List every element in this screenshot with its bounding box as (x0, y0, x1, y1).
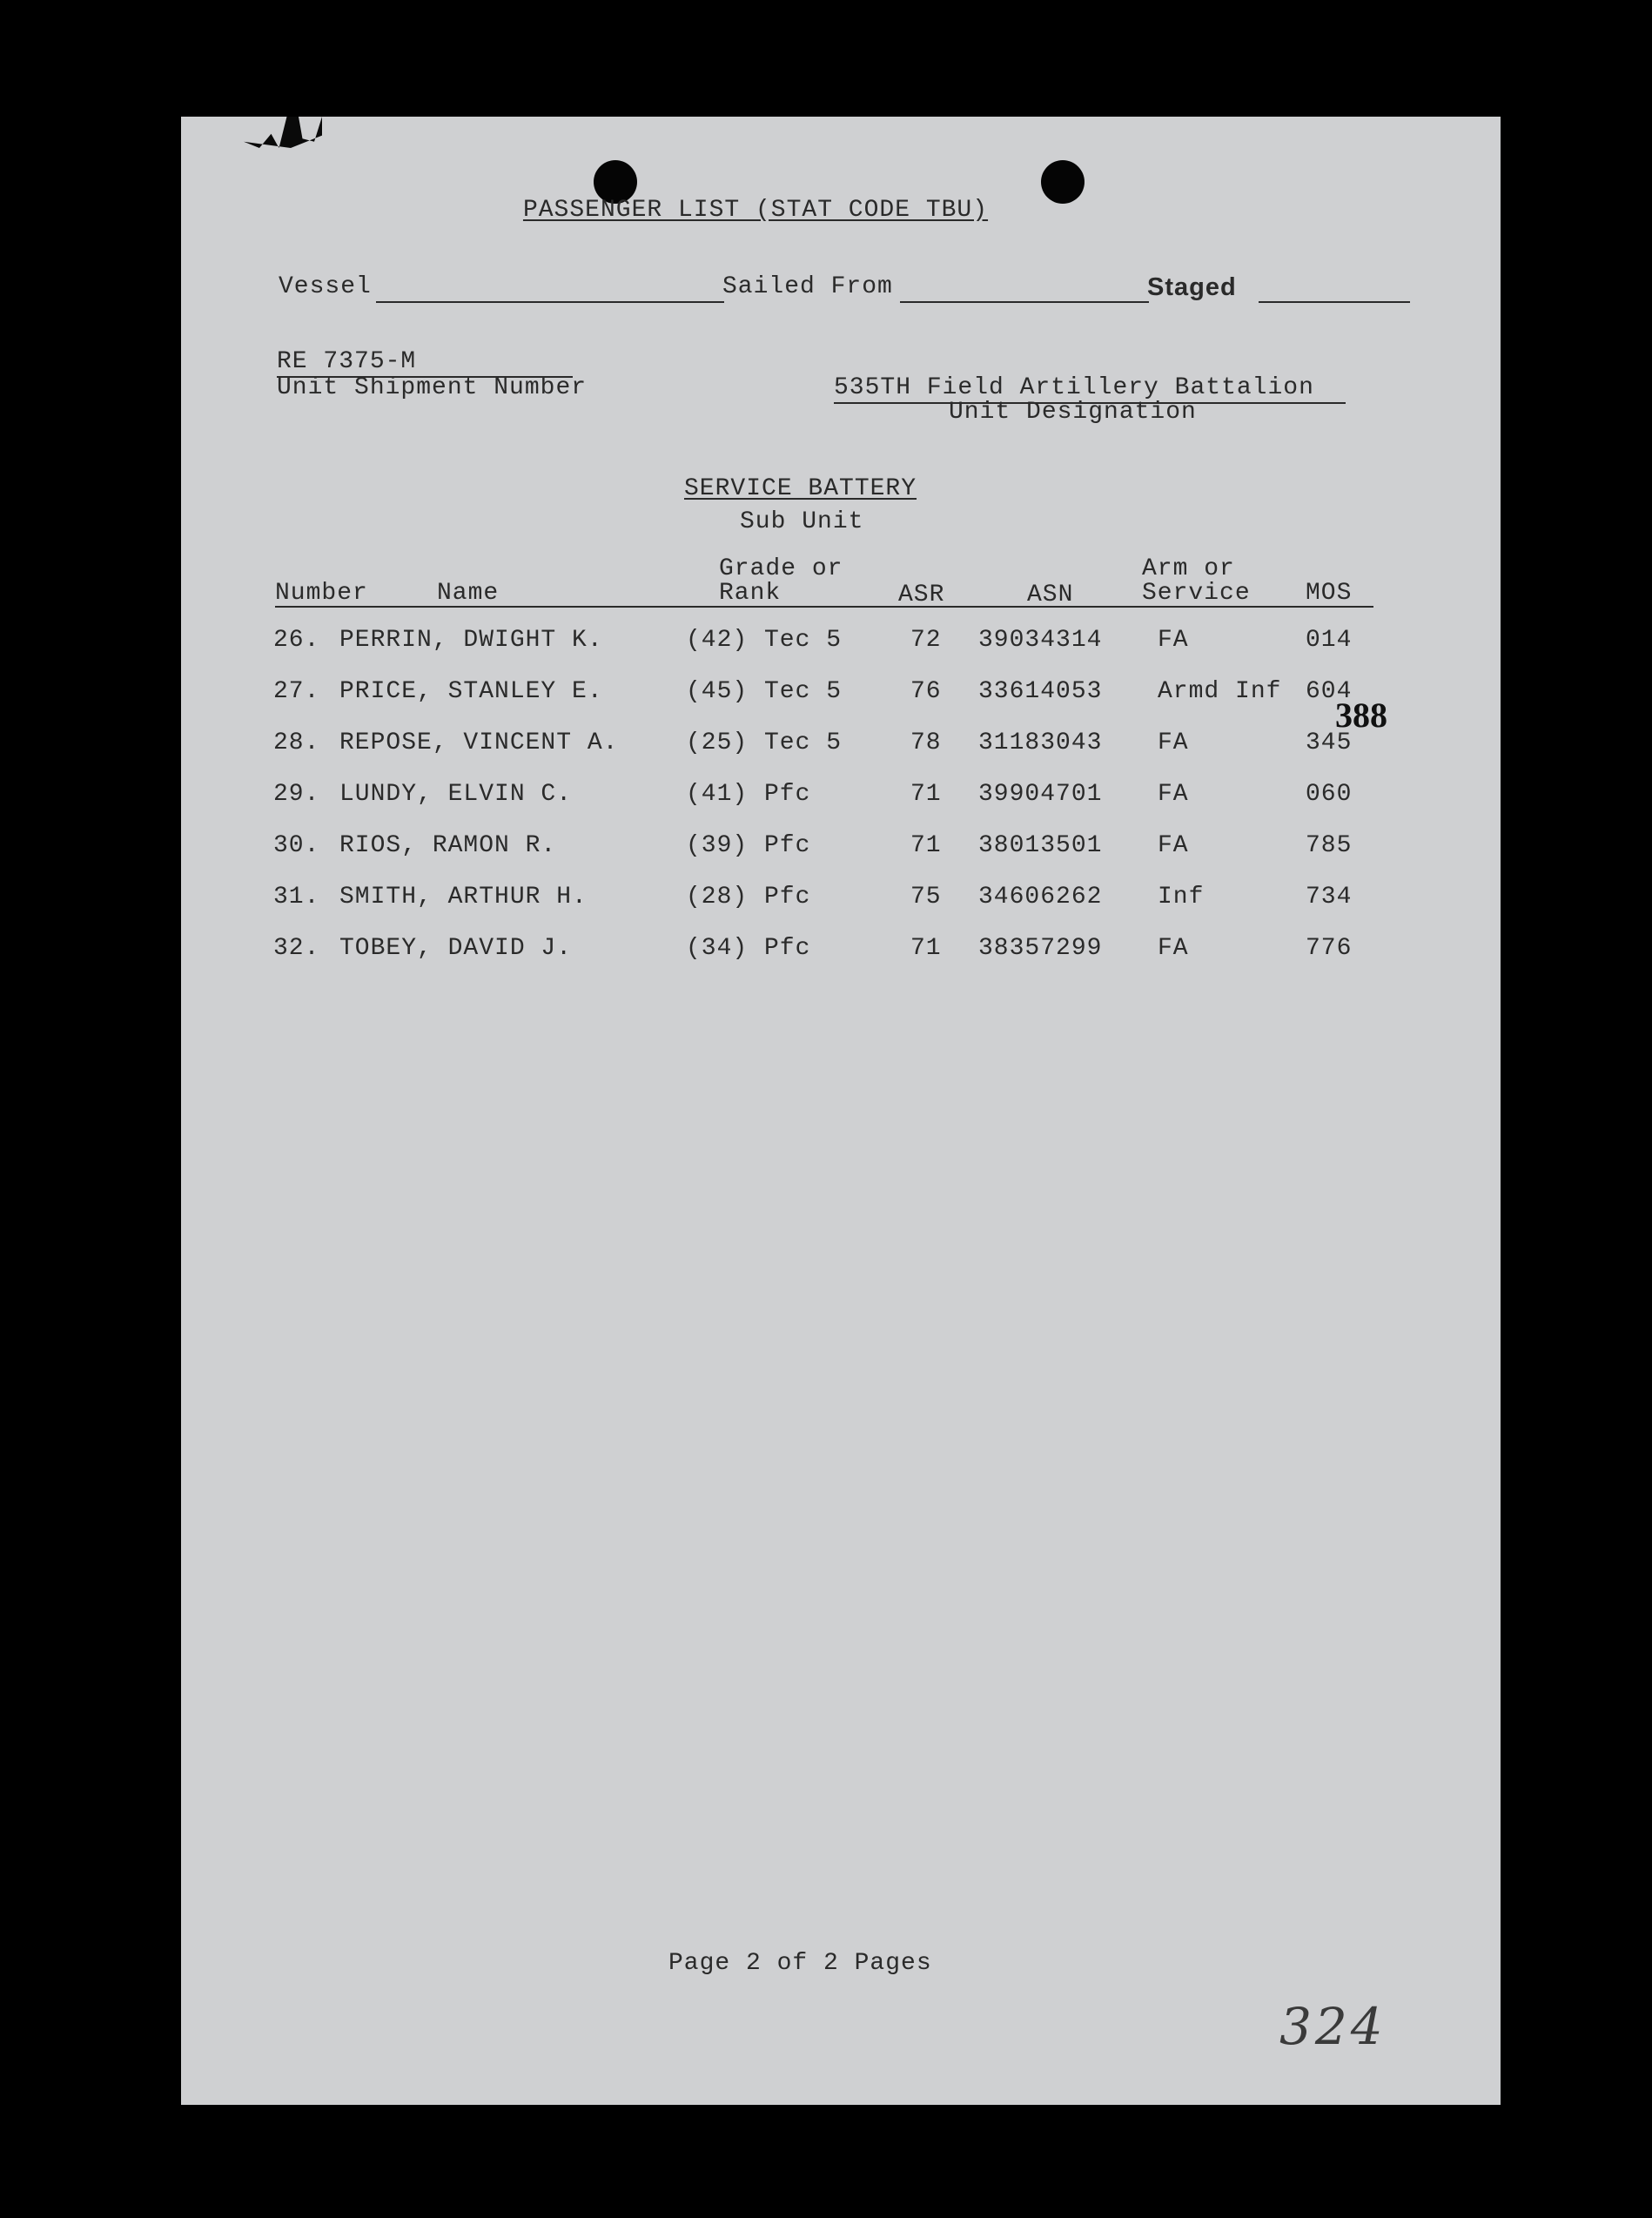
row-number: 28. (273, 729, 320, 756)
row-rank: Tec 5 (764, 729, 843, 756)
staged-field-line (1259, 301, 1410, 303)
shipment-number-label: Unit Shipment Number (277, 374, 588, 401)
row-asn: 38013501 (978, 832, 1103, 859)
row-asr: 71 (910, 935, 942, 962)
row-asn: 34606262 (978, 884, 1103, 911)
row-name: RIOS, RAMON R. (339, 832, 557, 859)
shipment-number: RE 7375-M (277, 348, 417, 375)
row-service: Inf (1158, 884, 1205, 911)
header-asn: ASN (1027, 581, 1074, 608)
row-asr: 78 (910, 729, 942, 756)
sub-unit-label: Sub Unit (740, 508, 864, 535)
table-row (181, 627, 1501, 662)
row-mos: 604 (1306, 678, 1353, 705)
table-row (181, 678, 1501, 713)
row-asn: 38357299 (978, 935, 1103, 962)
punch-hole-right (1041, 160, 1085, 204)
row-mos: 734 (1306, 884, 1353, 911)
row-mos: 345 (1306, 729, 1353, 756)
page-footer: Page 2 of 2 Pages (668, 1950, 932, 1977)
row-mos: 776 (1306, 935, 1353, 962)
table-row (181, 832, 1501, 867)
vessel-field-line (376, 301, 724, 303)
header-number: Number (275, 580, 368, 607)
row-mos: 014 (1306, 627, 1353, 654)
staged-label: Staged (1147, 273, 1237, 301)
row-age: (41) (686, 781, 749, 808)
row-asr: 75 (910, 884, 942, 911)
row-age: (42) (686, 627, 749, 654)
row-rank: Tec 5 (764, 627, 843, 654)
row-age: (28) (686, 884, 749, 911)
document-title: PASSENGER LIST (STAT CODE TBU) (522, 197, 989, 224)
row-number: 31. (273, 884, 320, 911)
header-underline (275, 606, 1373, 608)
row-service: FA (1158, 832, 1189, 859)
row-rank: Tec 5 (764, 678, 843, 705)
row-rank: Pfc (764, 832, 811, 859)
header-name: Name (437, 580, 500, 607)
table-row (181, 729, 1501, 764)
header-mos: MOS (1306, 580, 1353, 607)
sailed-from-field-line (900, 301, 1149, 303)
table-row (181, 935, 1501, 970)
unit-designation: 535TH Field Artillery Battalion (834, 374, 1314, 401)
row-mos: 785 (1306, 832, 1353, 859)
row-name: PERRIN, DWIGHT K. (339, 627, 603, 654)
row-number: 32. (273, 935, 320, 962)
header-grade-line1: Grade or (719, 555, 843, 582)
row-age: (39) (686, 832, 749, 859)
row-asn: 39904701 (978, 781, 1103, 808)
row-asr: 71 (910, 781, 942, 808)
row-service: Armd Inf (1158, 678, 1282, 705)
unit-designation-label: Unit Designation (949, 399, 1197, 426)
row-mos: 060 (1306, 781, 1353, 808)
document-page (181, 117, 1501, 2105)
row-age: (45) (686, 678, 749, 705)
ink-blot (244, 117, 322, 148)
table-row (181, 781, 1501, 816)
header-asr: ASR (898, 581, 945, 608)
row-rank: Pfc (764, 781, 811, 808)
row-name: PRICE, STANLEY E. (339, 678, 603, 705)
header-arm-line1: Arm or (1142, 555, 1235, 582)
row-asr: 72 (910, 627, 942, 654)
row-rank: Pfc (764, 935, 811, 962)
row-name: REPOSE, VINCENT A. (339, 729, 619, 756)
row-number: 29. (273, 781, 320, 808)
row-number: 27. (273, 678, 320, 705)
row-asr: 71 (910, 832, 942, 859)
sailed-from-label: Sailed From (722, 273, 893, 300)
row-age: (25) (686, 729, 749, 756)
row-asn: 33614053 (978, 678, 1103, 705)
row-age: (34) (686, 935, 749, 962)
row-name: SMITH, ARTHUR H. (339, 884, 588, 911)
row-number: 30. (273, 832, 320, 859)
row-service: FA (1158, 781, 1189, 808)
vessel-label: Vessel (279, 273, 372, 300)
row-asn: 39034314 (978, 627, 1103, 654)
row-rank: Pfc (764, 884, 811, 911)
row-name: LUNDY, ELVIN C. (339, 781, 573, 808)
row-number: 26. (273, 627, 320, 654)
stamp-number: 388 (1335, 696, 1387, 735)
sub-unit: SERVICE BATTERY (684, 475, 917, 502)
row-name: TOBEY, DAVID J. (339, 935, 573, 962)
row-service: FA (1158, 935, 1189, 962)
header-arm-line2: Service (1142, 580, 1251, 607)
row-asn: 31183043 (978, 729, 1103, 756)
row-service: FA (1158, 729, 1189, 756)
table-row (181, 884, 1501, 918)
handwritten-number: 324 (1279, 1997, 1387, 2056)
row-asr: 76 (910, 678, 942, 705)
header-grade-line2: Rank (719, 580, 782, 607)
row-service: FA (1158, 627, 1189, 654)
